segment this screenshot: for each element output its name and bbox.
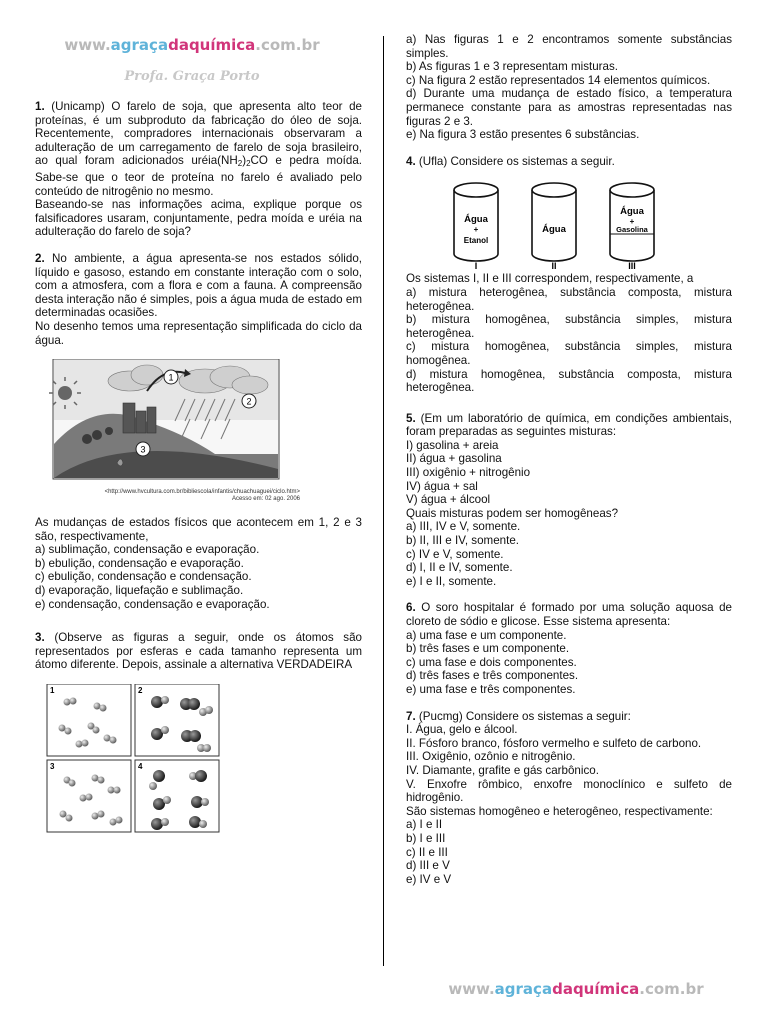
q6-option-e: e) uma fase e três componentes. [406, 682, 576, 696]
q2-option-e: e) condensação, condensação e evaporação. [35, 597, 270, 611]
svg-text:Água: Água [542, 224, 566, 236]
atoms-figure [35, 684, 362, 834]
q4-option-d: d) mistura homogênea, substância composta, mistura heterogênea. [406, 367, 732, 395]
question-4: 4. (Ufla) Considere os sistemas a seguir. [406, 154, 615, 168]
column-divider [383, 36, 384, 966]
question-2-figure-intro: No desenho temos uma representação simplificada do ciclo da água. [35, 319, 362, 347]
question-7: 7. (Pucmg) Considere os sistemas a seguir: [406, 709, 631, 723]
water-cycle-figure [35, 359, 362, 489]
q6-option-c: c) uma fase e dois componentes. [406, 655, 577, 669]
q2-option-c: c) ebulição, condensação e condensação. [35, 570, 252, 584]
right-column [406, 33, 732, 886]
system-I-container [454, 183, 498, 271]
figure-marker-3 [136, 442, 150, 456]
q7-option-e: e) IV e V [406, 872, 452, 886]
q7-item-1: I. Água, gelo e álcool. [406, 723, 518, 737]
q7-option-b: b) I e III [406, 831, 446, 845]
svg-text:III: III [628, 261, 636, 272]
figure-marker-2 [242, 394, 256, 408]
svg-text:Gasolina: Gasolina [616, 225, 648, 235]
question-4-prompt: Os sistemas I, II e III correspondem, respectivamente, a [406, 272, 694, 286]
q2-option-a: a) sublimação, condensação e evaporação. [35, 543, 260, 557]
author-signature: Profa. Graça Porto [124, 69, 260, 84]
q3-option-a: a) Nas figuras 1 e 2 encontramos somente substâncias simples. [406, 33, 732, 60]
q5-item-4: IV) água + sal [406, 479, 478, 493]
question-2: 2. No ambiente, a água apresenta-se nos estados sólido, líquido e gasoso, estando em constante interação com o solo, com a atmosfera, com a flora e com a fauna. A compreensão desta interação não é simples, pois a água muda de estado em determinadas ocasiões. [35, 251, 362, 320]
svg-text:2: 2 [138, 686, 143, 696]
system-III-container [610, 183, 654, 271]
systems-figure [406, 176, 732, 272]
q4-option-a: a) mistura heterogênea, substância composta, mistura heterogênea. [406, 285, 732, 313]
q3-option-b: b) As figuras 1 e 3 representam misturas. [406, 60, 618, 74]
q2-option-d: d) evaporação, liquefação e sublimação. [35, 584, 244, 598]
q5-option-c: c) IV e V, somente. [406, 547, 504, 561]
q5-item-2: II) água + gasolina [406, 452, 502, 466]
svg-text:1: 1 [168, 372, 174, 383]
site-brand-header: www.agraçadaquímica.com.br [64, 36, 320, 54]
svg-text:Água: Água [464, 214, 488, 226]
q4-option-b: b) mistura homogênea, substância simples, mistura heterogênea. [406, 313, 732, 340]
svg-text:I: I [474, 261, 478, 272]
question-2-prompt: As mudanças de estados físicos que acontecem em 1, 2 e 3 são, respectivamente, [35, 516, 362, 543]
q5-option-b: b) II, III e IV, somente. [406, 534, 519, 548]
question-6: 6. O soro hospitalar é formado por uma solução aquosa de cloreto de sódio e glicose. Esse sistema apresenta: [406, 601, 732, 628]
q6-option-b: b) três fases e um componente. [406, 642, 570, 656]
left-column [35, 100, 362, 834]
q3-option-e: e) Na figura 3 estão presentes 6 substâncias. [406, 128, 640, 142]
q5-item-1: I) gasolina + areia [406, 438, 499, 452]
figure-caption-source: <http://www.hvcultura.com.br/bibliescola/infantis/chuachuaguei/ciclo.htm> [104, 489, 300, 496]
q5-option-a: a) III, IV e V, somente. [406, 520, 521, 534]
q7-option-d: d) III e V [406, 859, 450, 873]
svg-text:1: 1 [50, 686, 55, 696]
svg-text:+: + [629, 217, 635, 227]
svg-text:3: 3 [50, 762, 55, 772]
figure-marker-1 [164, 370, 178, 384]
question-1: 1. (Unicamp) O farelo de soja, que apresenta alto teor de proteínas, é um subproduto da fabricação do óleo de soja. Recentemente, compradores internacionais observaram a adulteração de um carregamento de farelo de soja brasileiro, ao qual foram adicionados $uréia(NH_2)_2CO$ e pedra moída. Sabe-se que o teor de proteína no farelo é avaliado pelo conteúdo de nitrogênio no mesmo. [35, 100, 362, 198]
q5-option-e: e) I e II, somente. [406, 574, 497, 588]
q6-option-d: d) três fases e três componentes. [406, 669, 579, 683]
q4-option-c: c) mistura homogênea, substância simples, mistura homogênea. [406, 340, 732, 367]
svg-text:+: + [473, 225, 479, 235]
q7-item-3: III. Oxigênio, ozônio e nitrogênio. [406, 750, 576, 764]
question-5-prompt: Quais misturas podem ser homogêneas? [406, 506, 619, 520]
q7-item-4: IV. Diamante, grafite e gás carbônico. [406, 763, 599, 777]
q7-item-2: II. Fósforo branco, fósforo vermelho e sulfeto de carbono. [406, 736, 702, 750]
q7-option-a: a) I e II [406, 818, 443, 832]
system-II-container [532, 183, 576, 271]
q5-item-3: III) oxigênio + nitrogênio [406, 466, 531, 480]
svg-text:Água: Água [620, 206, 644, 218]
q3-option-d: d) Durante uma mudança de estado físico, a temperatura permanece constante para as amostras representadas nas figuras 2 e 3. [406, 87, 732, 128]
q3-option-c: c) Na figura 2 estão representados 14 elementos químicos. [406, 73, 711, 87]
q7-option-c: c) II e III [406, 845, 448, 859]
site-brand-footer: www.agraçadaquímica.com.br [448, 980, 704, 998]
svg-text:4: 4 [138, 762, 143, 772]
svg-text:2: 2 [246, 396, 252, 407]
figure-caption-date: Acesso em: 02 ago. 2006 [231, 496, 300, 503]
svg-text:Etanol: Etanol [463, 236, 489, 246]
question-5: 5. (Em um laboratório de química, em condições ambientais, foram preparadas as seguintes misturas: [406, 411, 732, 439]
q5-option-d: d) I, II e IV, somente. [406, 561, 513, 575]
q2-option-b: b) ebulição, condensação e evaporação. [35, 556, 244, 570]
q6-option-a: a) uma fase e um componente. [406, 628, 567, 642]
svg-text:II: II [551, 261, 557, 272]
question-7-prompt: São sistemas homogêneo e heterogêneo, respectivamente: [406, 804, 713, 818]
q7-item-5: V. Enxofre rômbico, enxofre monoclínico e sulfeto de hidrogênio. [406, 777, 732, 805]
question-1-prompt: Baseando-se nas informações acima, explique porque os falsificadores usaram, conjuntamente, pedra moída e uréia na adulteração do farelo de soja? [35, 198, 362, 239]
q5-item-5: V) água + álcool [406, 493, 491, 507]
svg-text:3: 3 [140, 444, 146, 455]
question-3: 3. (Observe as figuras a seguir, onde os átomos são representados por esferas e cada tamanho representa um átomo diferente. Depois, assinale a alternativa VERDADEIRA [35, 631, 362, 672]
